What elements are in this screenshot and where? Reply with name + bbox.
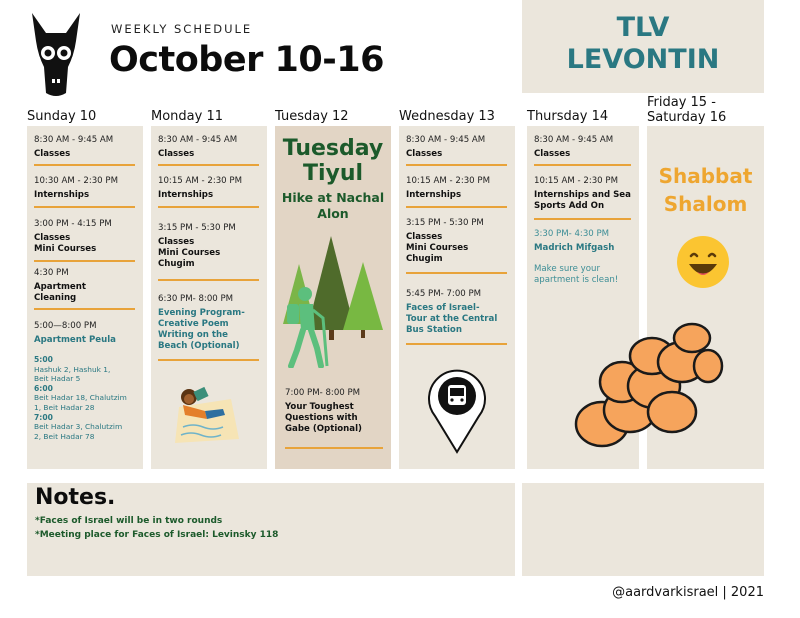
event-tue-1	[285, 388, 383, 435]
event-name: Madrich Mifgash	[534, 243, 615, 253]
day-header-thursday: Thursday 14	[527, 109, 609, 124]
event-time: 7:00 PM- 8:00 PM	[285, 388, 361, 398]
round-time: 5:00	[34, 355, 53, 364]
divider	[406, 164, 507, 166]
event-time: 3:30 PM- 4:30 PM	[534, 229, 610, 239]
divider	[34, 206, 135, 208]
event-name: Evening Program- Creative Poem Writing on the Beach (Optional)	[158, 308, 245, 351]
event-time: 3:15 PM - 5:30 PM	[158, 223, 236, 233]
event-name: Internships	[34, 190, 90, 200]
column-wednesday	[399, 126, 515, 469]
event-name: Classes	[158, 149, 195, 159]
round-locations: Beit Hadar 3, Chalutzim 2, Beit Hadar 78	[34, 422, 123, 441]
day-header-sunday: Sunday 10	[27, 109, 97, 124]
divider	[406, 272, 507, 274]
notes-panel	[27, 483, 515, 576]
event-wed-1	[406, 135, 507, 160]
event-name: Apartment Peula	[34, 335, 116, 345]
event-time: 8:30 AM - 9:45 AM	[34, 135, 114, 145]
event-thu-1	[534, 135, 631, 160]
column-tuesday	[275, 126, 391, 469]
event-sun-5	[34, 321, 135, 346]
event-time: 3:15 PM - 5:30 PM	[406, 218, 484, 228]
header-subtitle: WEEKLY SCHEDULE	[111, 22, 253, 36]
event-time: 3:00 PM - 4:15 PM	[34, 219, 112, 229]
divider	[158, 164, 259, 166]
event-time: 4:30 PM	[34, 268, 69, 278]
bus-location-pin-icon	[427, 366, 487, 454]
reading-person-icon	[167, 381, 243, 445]
smiley-emoji-icon	[675, 234, 731, 290]
rounds-list	[34, 355, 137, 441]
event-name: Faces of Israel- Tour at the Central Bus Station	[406, 303, 498, 335]
tuesday-subtitle: Hike at Nachal Alon	[281, 190, 385, 221]
divider	[34, 260, 135, 262]
event-time: 10:15 AM - 2:30 PM	[406, 176, 490, 186]
event-time: 8:30 AM - 9:45 AM	[406, 135, 486, 145]
city-banner	[522, 0, 764, 93]
divider	[34, 308, 135, 310]
divider	[406, 343, 507, 345]
event-name: Classes	[406, 149, 443, 159]
event-time: 8:30 AM - 9:45 AM	[534, 135, 614, 145]
shabbat-line1: Shabbat	[658, 164, 753, 188]
note-line-2: *Meeting place for Faces of Israel: Levinsky 118	[35, 530, 279, 540]
event-mon-4	[158, 294, 259, 352]
event-sun-3	[34, 219, 135, 255]
shabbat-line2: Shalom	[663, 192, 748, 216]
event-thu-2	[534, 176, 631, 212]
event-note: Make sure your apartment is clean!	[534, 264, 619, 285]
blank-panel	[522, 483, 764, 576]
event-name: Classes Mini Courses Chugim	[406, 232, 469, 264]
event-name: Classes	[34, 149, 71, 159]
event-thu-3	[534, 229, 631, 286]
event-name: Internships and Sea Sports Add On	[534, 190, 631, 211]
city-line-1: TLV	[616, 12, 670, 43]
tuesday-title-line2: Tiyul	[302, 161, 364, 186]
event-name: Internships	[158, 190, 214, 200]
divider	[406, 206, 507, 208]
divider	[158, 279, 259, 281]
event-name: Classes Mini Courses	[34, 233, 97, 254]
day-header-friday-saturday: Friday 15 - Saturday 16	[647, 95, 727, 125]
page-title: October 10-16	[109, 40, 384, 80]
city-line-2: LEVONTIN	[566, 44, 720, 75]
event-wed-3	[406, 218, 507, 265]
challah-bread-icon	[572, 320, 724, 452]
event-time: 5:00—8:00 PM	[34, 321, 97, 331]
event-mon-2	[158, 176, 259, 201]
hiker-icon	[283, 286, 331, 368]
day-header-monday: Monday 11	[151, 109, 223, 124]
event-name: Your Toughest Questions with Gabe (Optional)	[285, 402, 362, 434]
footer-credit: @aardvarkisrael | 2021	[612, 585, 764, 600]
round-time: 7:00	[34, 412, 53, 422]
column-monday	[151, 126, 267, 469]
event-sun-1	[34, 135, 135, 160]
event-sun-2	[34, 176, 135, 201]
event-time: 10:15 AM - 2:30 PM	[534, 176, 618, 186]
event-time: 8:30 AM - 9:45 AM	[158, 135, 238, 145]
event-sun-4	[34, 268, 135, 304]
event-mon-1	[158, 135, 259, 160]
divider	[534, 164, 631, 166]
event-wed-4	[406, 289, 507, 336]
tuesday-title-line1: Tuesday	[282, 136, 384, 161]
event-time: 10:15 AM - 2:30 PM	[158, 176, 242, 186]
round-time: 6:00	[34, 383, 53, 393]
event-time: 6:30 PM- 8:00 PM	[158, 294, 234, 304]
note-line-1: *Faces of Israel will be in two rounds	[35, 516, 223, 526]
aardvark-logo	[26, 11, 86, 99]
event-time: 5:45 PM- 7:00 PM	[406, 289, 482, 299]
divider	[158, 206, 259, 208]
event-wed-2	[406, 176, 507, 201]
event-name: Internships	[406, 190, 462, 200]
column-sunday	[27, 126, 143, 469]
divider	[34, 164, 135, 166]
event-time: 10:30 AM - 2:30 PM	[34, 176, 118, 186]
day-header-wednesday: Wednesday 13	[399, 109, 495, 124]
round-locations: Beit Hadar 18, Chalutzim 1, Beit Hadar 28	[34, 393, 127, 412]
divider	[158, 359, 259, 361]
divider	[534, 218, 631, 220]
notes-title: Notes.	[35, 485, 116, 510]
event-mon-3	[158, 223, 259, 270]
event-name: Apartment Cleaning	[34, 282, 86, 303]
day-header-tuesday: Tuesday 12	[275, 109, 349, 124]
divider	[285, 447, 383, 449]
event-name: Classes	[534, 149, 571, 159]
round-locations: Hashuk 2, Hashuk 1, Beit Hadar 5	[34, 364, 111, 384]
event-name: Classes Mini Courses Chugim	[158, 237, 221, 269]
